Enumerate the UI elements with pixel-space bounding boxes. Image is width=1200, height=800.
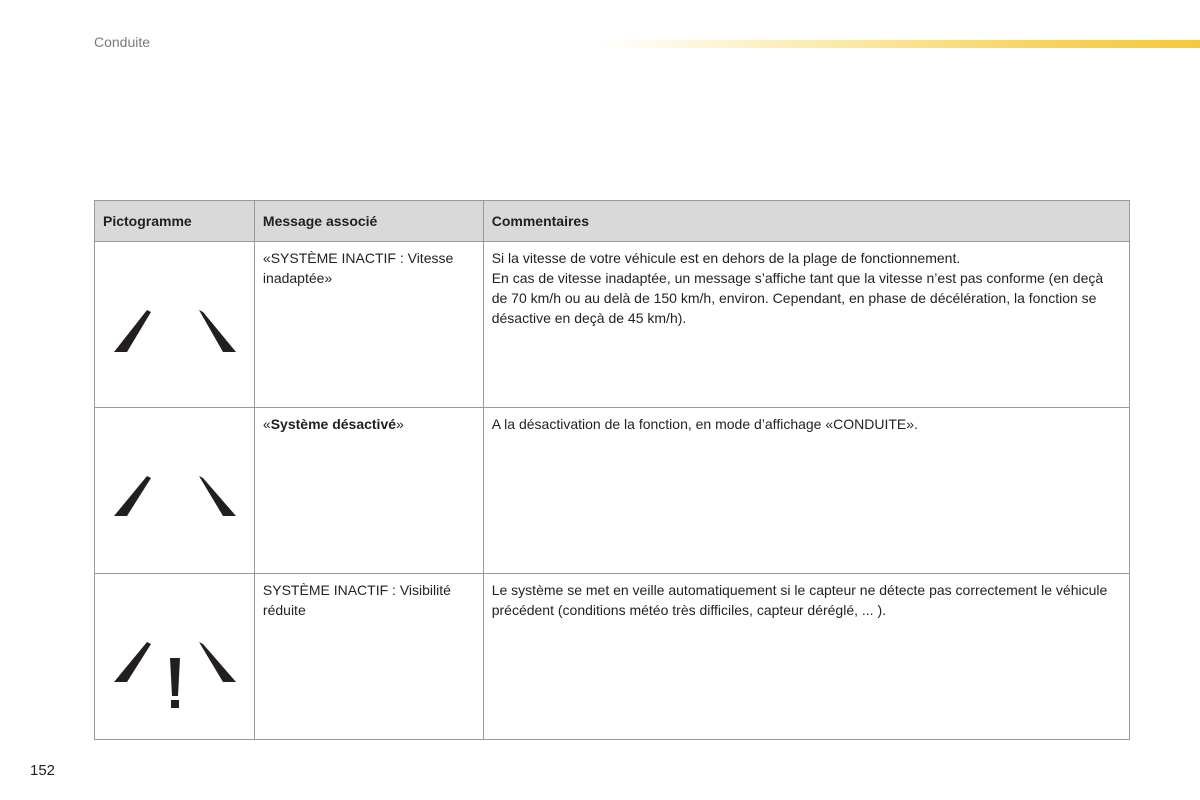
lane-lines-icon (95, 242, 255, 401)
message-cell (254, 408, 483, 574)
info-table (94, 200, 1130, 740)
page-number: 152 (30, 762, 56, 779)
comment-line: Si la vitesse de votre véhicule est en dehors de la plage de fonctionnement. (491, 250, 961, 266)
table-header-row (95, 201, 1130, 242)
table-row (95, 574, 1130, 740)
comment-cell (483, 242, 1129, 408)
message-prefix: « (262, 416, 271, 432)
column-header-message: Message associé (254, 201, 483, 242)
message-bold: Système désactivé (270, 416, 397, 432)
header-accent-bar (600, 40, 1200, 48)
lane-lines-warning-icon (95, 574, 255, 733)
pictogram-cell (95, 242, 255, 408)
comment-line: Le système se met en veille automatiquement si le capteur ne détecte pas correctement le véhicule précédent (conditions météo très difficiles, capteur déréglé, ... ). (491, 582, 1108, 618)
comment-line: A la désactivation de la fonction, en mode d’affichage «CONDUITE». (491, 416, 918, 432)
table-row (95, 408, 1130, 574)
message-cell: SYSTÈME INACTIF : Visibilité réduite (254, 574, 483, 740)
section-title: Conduite (94, 34, 151, 50)
table-row (95, 242, 1130, 408)
comment-line: En cas de vitesse inadaptée, un message s’affiche tant que la vitesse n’est pas conforme (en deçà de 70 km/h ou au delà de 150 km/h, environ. Cependant, en phase de décélération, la fonction se désactive en deçà de 45 km/h). (491, 270, 1104, 326)
message-cell: «SYSTÈME INACTIF : Vitesse inadaptée» (254, 242, 483, 408)
pictogram-cell (95, 574, 255, 740)
pictogram-cell (95, 408, 255, 574)
column-header-comments: Commentaires (483, 201, 1129, 242)
comment-cell (483, 408, 1129, 574)
message-suffix: » (396, 416, 404, 432)
comment-cell (483, 574, 1129, 740)
column-header-pictogram: Pictogramme (95, 201, 255, 242)
lane-lines-icon (95, 408, 255, 567)
